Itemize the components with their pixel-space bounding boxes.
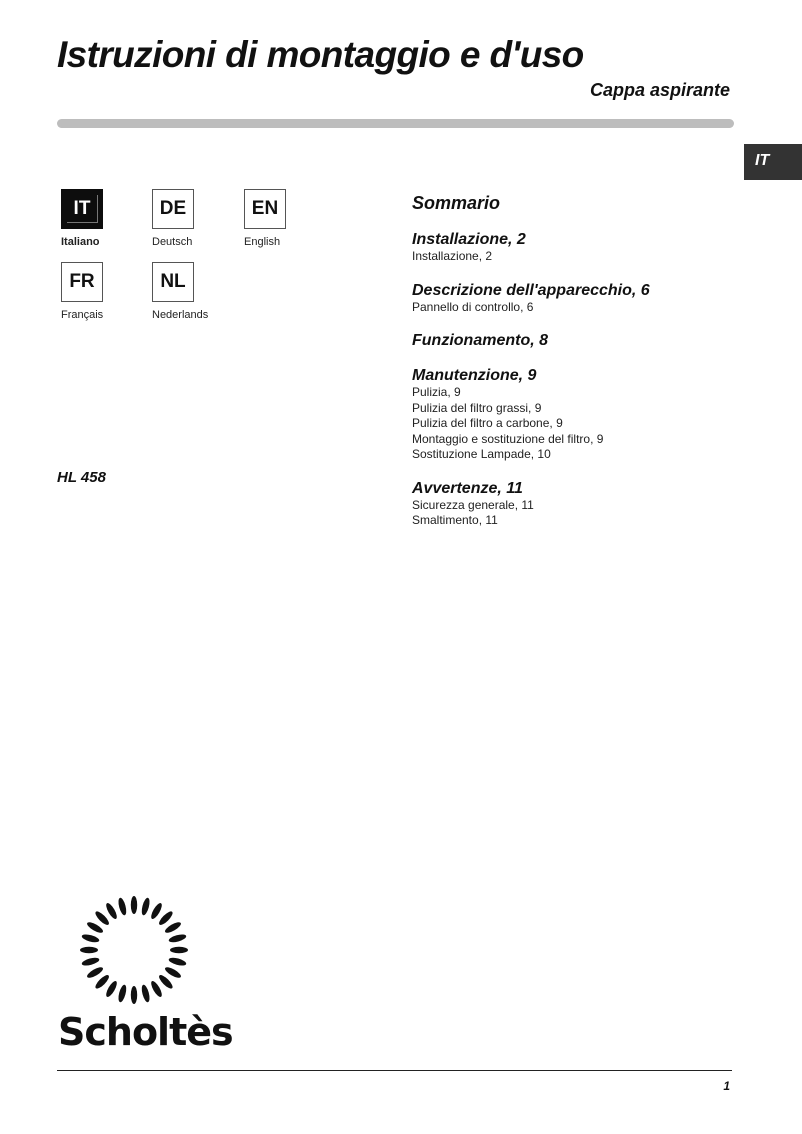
language-label: English xyxy=(244,236,281,248)
brand-logo xyxy=(55,892,233,1062)
toc-heading: Funzionamento, 8 xyxy=(412,332,548,349)
toc-item: Montaggio e sostituzione del filtro, 9 xyxy=(412,431,604,446)
language-code-box: IT xyxy=(61,189,103,229)
toc-item: Pannello di controllo, 6 xyxy=(412,299,534,314)
header-divider-bar xyxy=(57,119,734,128)
toc-title: Sommario xyxy=(412,193,501,213)
toc-section-installazione xyxy=(412,230,742,265)
language-en xyxy=(244,189,312,248)
toc-heading: Installazione, 2 xyxy=(412,231,526,248)
language-tab-it: IT xyxy=(744,144,802,180)
toc-section-manutenzione xyxy=(412,366,742,463)
toc-section-funzionamento xyxy=(412,331,742,350)
toc-heading: Avvertenze, 11 xyxy=(412,479,523,497)
language-nl xyxy=(152,262,220,321)
toc-item: Smaltimento, 11 xyxy=(412,513,498,527)
toc-item: Sostituzione Lampade, 10 xyxy=(412,447,551,461)
toc-item: Sicurezza generale, 11 xyxy=(412,497,534,512)
language-label: Nederlands xyxy=(152,309,209,321)
language-code-box: FR xyxy=(61,262,103,302)
sunburst-icon xyxy=(55,892,215,1012)
model-number: HL 458 xyxy=(57,469,106,486)
language-label: Français xyxy=(61,309,104,321)
brand-name: Scholtès xyxy=(58,1010,233,1054)
language-label: Deutsch xyxy=(152,236,193,248)
toc-section-avvertenze xyxy=(412,479,742,529)
language-label: Italiano xyxy=(61,236,100,248)
document-title: Istruzioni di montaggio e d'uso xyxy=(57,34,584,75)
page-number: 1 xyxy=(723,1079,730,1093)
footer-divider xyxy=(57,1070,732,1071)
toc-item: Installazione, 2 xyxy=(412,249,493,263)
language-code-box: DE xyxy=(152,189,194,229)
toc-item: Pulizia del filtro grassi, 9 xyxy=(412,400,542,415)
toc-item: Pulizia, 9 xyxy=(412,385,461,399)
table-of-contents xyxy=(412,192,742,545)
toc-item: Pulizia del filtro a carbone, 9 xyxy=(412,416,563,430)
language-it xyxy=(61,189,129,248)
language-code-box: EN xyxy=(244,189,286,229)
language-code-box: NL xyxy=(152,262,194,302)
toc-heading: Descrizione dell'apparecchio, 6 xyxy=(412,281,650,299)
toc-section-descrizione xyxy=(412,281,742,316)
toc-heading: Manutenzione, 9 xyxy=(412,367,537,384)
document-subtitle: Cappa aspirante xyxy=(589,80,730,100)
language-fr xyxy=(61,262,129,321)
language-de xyxy=(152,189,220,248)
